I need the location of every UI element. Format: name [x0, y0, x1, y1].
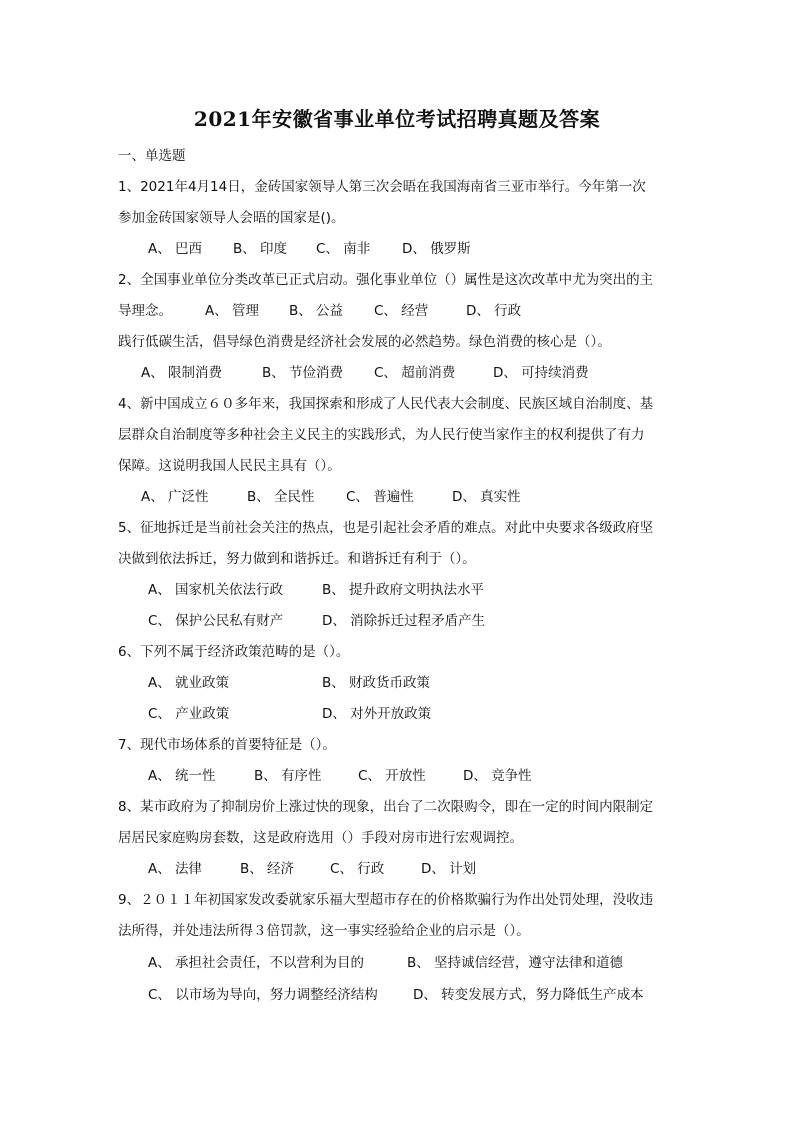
question-1-line-1: 1、2021年4月14日，金砖国家领导人第三次会晤在我国海南省三亚市举行。今年第一次 [118, 179, 646, 195]
question-2-line-1: 2、全国事业单位分类改革已正式启动。强化事业单位（）属性是这次改革中尤为突出的主 [118, 272, 654, 288]
q4-option-d: D、 真实性 [452, 489, 521, 505]
question-4-line-3: 保障。这说明我国人民民主具有（）。 [118, 458, 341, 474]
q3-option-a: A、 限制消费 [141, 365, 223, 381]
q5-option-c: C、 保护公民私有财产 [148, 613, 284, 629]
question-9-line-1: 9、２０１１年初国家发改委就家乐福大型超市存在的价格欺骗行为作出处罚处理，没收违 [118, 892, 654, 908]
q3-option-d: D、 可持续消费 [493, 365, 589, 381]
q4-option-a: A、 广泛性 [141, 489, 209, 505]
q9-option-d: D、 转变发展方式，努力降低生产成本 [413, 987, 644, 1003]
question-7-line-1: 7、现代市场体系的首要特征是（）。 [118, 737, 336, 753]
q6-option-b: B、 财政货币政策 [322, 675, 431, 691]
q5-option-d: D、 消除拆迁过程矛盾产生 [322, 613, 486, 629]
q8-option-b: B、 经济 [240, 861, 295, 877]
q6-option-c: C、 产业政策 [148, 706, 230, 722]
q2-option-a: A、 管理 [205, 303, 260, 319]
section-heading: 一、单选题 [118, 148, 186, 164]
q8-option-c: C、 行政 [330, 861, 385, 877]
q2-option-c: C、 经营 [374, 303, 429, 319]
question-5-line-1: 5、征地拆迁是当前社会关注的热点，也是引起社会矛盾的难点。对此中央要求各级政府坚 [118, 520, 654, 536]
q8-option-d: D、 计划 [421, 861, 477, 877]
q3-option-b: B、 节俭消费 [262, 365, 344, 381]
question-8-line-1: 8、某市政府为了抑制房价上涨过快的现象，出台了二次限购令，即在一定的时间内限制定 [118, 799, 654, 815]
q1-option-c: C、 南非 [316, 241, 371, 257]
q1-option-a: A、 巴西 [148, 241, 203, 257]
question-4-line-2: 层群众自治制度等多种社会主义民主的实践形式，为人民行使当家作主的权利提供了有力 [118, 427, 645, 443]
q9-option-a: A、 承担社会责任，不以营利为目的 [148, 955, 365, 971]
q3-option-c: C、 超前消费 [374, 365, 456, 381]
question-2-line-2: 导理念。 [118, 303, 172, 319]
q4-option-b: B、 全民性 [247, 489, 315, 505]
q7-option-a: A、 统一性 [148, 768, 216, 784]
q6-option-d: D、 对外开放政策 [322, 706, 432, 722]
q2-option-d: D、 行政 [466, 303, 522, 319]
q4-option-c: C、 普遍性 [346, 489, 414, 505]
q9-option-b: B、 坚持诚信经营，遵守法律和道德 [407, 955, 624, 971]
question-6-line-1: 6、下列不属于经济政策范畴的是（）。 [118, 644, 350, 660]
q7-option-d: D、 竞争性 [463, 768, 532, 784]
q2-option-b: B、 公益 [289, 303, 344, 319]
question-8-line-2: 居居民家庭购房套数，这是政府选用（）手段对房市进行宏观调控。 [118, 830, 523, 846]
q9-option-c: C、 以市场为导向，努力调整经济结构 [148, 987, 378, 1003]
question-5-line-2: 决做到依法拆迁，努力做到和谐拆迁。和谐拆迁有利于（）。 [118, 551, 476, 567]
q5-option-a: A、 国家机关依法行政 [148, 582, 284, 598]
q1-option-d: D、 俄罗斯 [402, 241, 471, 257]
question-4-line-1: 4、新中国成立６０多年来，我国探索和形成了人民代表大会制度、民族区域自治制度、基 [118, 396, 654, 412]
q8-option-a: A、 法律 [148, 861, 203, 877]
question-3-line-1: 践行低碳生活，倡导绿色消费是经济社会发展的必然趋势。绿色消费的核心是（）。 [118, 334, 611, 350]
q1-option-b: B、 印度 [233, 241, 288, 257]
question-1-line-2: 参加金砖国家领导人会晤的国家是()。 [118, 210, 345, 226]
q7-option-c: C、 开放性 [358, 768, 426, 784]
document-title: 2021年安徽省事业单位考试招聘真题及答案 [193, 107, 601, 131]
q7-option-b: B、 有序性 [254, 768, 322, 784]
q5-option-b: B、 提升政府文明执法水平 [322, 582, 485, 598]
q6-option-a: A、 就业政策 [148, 675, 230, 691]
question-9-line-2: 法所得，并处违法所得３倍罚款，这一事实经验给企业的启示是（）。 [118, 923, 530, 939]
